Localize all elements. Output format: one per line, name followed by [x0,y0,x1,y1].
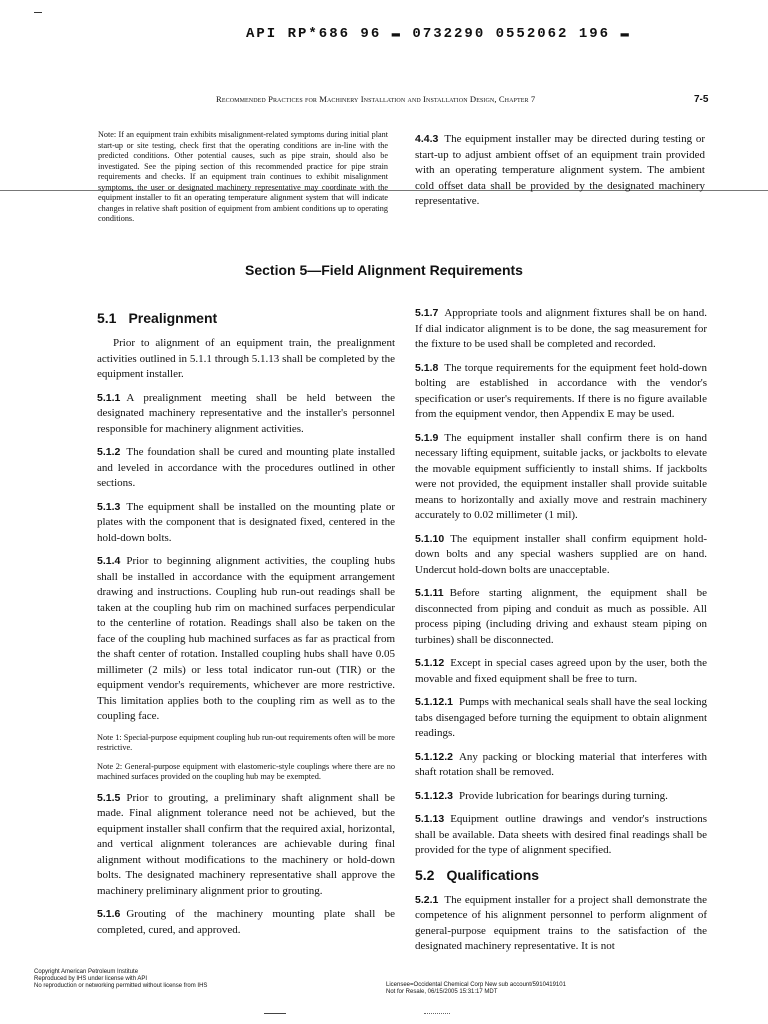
paragraph-5-2-1 [415,893,707,955]
paragraph-text: The equipment shall be installed on the mounting plate or plates with the component that is designated fixed, centered in the hold-down bolts. [97,500,395,544]
paragraph-text: The equipment installer may be directed during testing or start-up to adjust ambient offset of an equipment train provided with an operating temperature alignment system. The ambient cold offset data shall be provided by the designated machinery representative. [415,133,705,207]
paragraph-text: The equipment installer for a project shall demonstrate the competence of his alignment personnel to perform alignment of general-purpose equipment trains to the satisfaction of the designated machinery representative. It is not [415,893,707,952]
paragraph-number: 5.1.7 [415,307,439,319]
paragraph-5-1-12 [415,656,707,687]
footer-copyright [34,969,207,990]
heading-title: Qualifications [446,866,540,883]
paragraph-text: Equipment outline drawings and vendor's instructions shall be available. Data sheets with desired final readings shall be provided for the type of alignment specified. [415,813,707,856]
paragraph-number: 4.4.3 [415,133,439,145]
footer-line: Licensee=Occidental Chemical Corp New sub account/5910419101 [386,982,566,988]
paragraph-number: 5.1.12.1 [415,696,453,708]
paragraph-text: Except in special cases agreed upon by the user, both the movable and fixed equipment shall be free to turn. [415,657,707,685]
footer-license [386,982,566,996]
paragraph-text: The equipment installer shall confirm equipment hold-down bolts and any special washers supplied are on hand. Undercut hold-down bolts are unacceptable. [415,532,707,576]
paragraph-number: 5.2.1 [415,893,439,906]
footer-dot-mark [424,1013,450,1015]
heading-number: 5.2 [415,866,435,883]
paragraph-5-1-7 [415,306,707,353]
paragraph-5-1-13 [415,812,707,859]
footer-line: Copyright American Petroleum Institute [34,969,139,975]
footer-dash-mark [264,1013,286,1014]
paragraph-number: 5.1.8 [415,361,439,374]
paragraph-number: 5.1.13 [415,813,445,825]
prealignment-intro: Prior to alignment of an equipment train, the prealignment activities outlined in 5.1.1 through 5.1.13 shall be completed by the equipment installer. [97,337,395,380]
paragraph-number: 5.1.12.3 [415,789,453,802]
paragraph-5-1-10 [415,532,707,579]
paragraph-5-1-12-1 [415,695,707,742]
paragraph-text: Prior to grouting, a preliminary shaft alignment shall be made. Final alignment tolerance need not be achieved, but the equipment installer shall confirm that the required axial, horizontal, and vertical alignment tolerances are achievable during final alignment without modifications to the machinery or hold-down bolts. The designated machinery representative shall approve the machinery preliminary alignment prior to grouting. [97,791,395,897]
paragraph-text: Prior to beginning alignment activities, the coupling hubs shall be installed in accordance with the equipment arrangement drawing and instructions. Coupling hub run-out readings shall be taken at the coupling hub rim on machined surfaces perpendicular to the centerline of rotation. Readings shall also be taken on the face of the coupling hub machined surfaces as far as practical from the shaft center of rotation. Installed coupling hubs shall have 0.05 millimeter (2 mils) or less total indicator run-out (TIR) or the equipment vendor's requirements, whichever are more restrictive. This limitation applies both to the coupling rim as well as to the coupling face. [97,555,395,722]
paragraph-text: The equipment installer shall confirm there is on hand necessary lifting equipment, suitable jacks, or jackbolts to elevate the movable equipment sufficiently to install shims. If jackbolts were not provided, the equipment installer shall provide suitable means to horizontally and axially move and restrain machinery accurately to 0.02 millimeter (1 mil). [415,431,707,521]
paragraph-number: 5.1.12.2 [415,750,453,763]
paragraph-text: Pumps with mechanical seals shall have the seal locking tabs disengaged before turning the equipment to obtain alignment readings. [415,696,708,739]
paragraph-number: 5.1.2 [97,446,121,458]
paragraph-5-1-9 [415,431,707,524]
paragraph-text: The torque requirements for the equipment feet hold-down bolting are established in accordance with the vendor's specification or user's requirements. If there is no figure available from the equipment vendor, then Appendix E may be used. [415,361,707,420]
paragraph-5-1-12-2 [415,750,707,781]
right-column [415,306,707,963]
paragraph-4-4-3 [415,132,705,210]
paragraph-number: 5.1.1 [97,391,121,404]
paragraph-text: The foundation shall be cured and mounting plate installed and leveled in accordance with the procedures outlined in other sections. [97,446,395,489]
footer-line: Reproduced by IHS under license with API [34,976,148,982]
footer-line: No reproduction or networking permitted without license from IHS [34,983,208,989]
paragraph-5-1-4 [97,554,395,725]
paragraph-text: Any packing or blocking material that interferes with shaft rotation shall be removed. [415,750,707,778]
paragraph-5-1-12-3 [415,789,707,805]
running-head: Recommended Practices for Machinery Installation and Installation Design, Chapter 7 [216,94,536,104]
paragraph-text: A prealignment meeting shall be held between the designated machinery representative and the installer's personnel responsible for machinery alignment activities. [97,391,395,435]
paragraph-number: 5.1.3 [97,500,121,513]
paragraph-number: 5.1.11 [415,587,444,599]
heading-5-2 [415,867,707,883]
paragraph-5-1-8 [415,361,707,423]
paragraph-text: Before starting alignment, the equipment shall be disconnected from piping and conduit as much as possible. All process piping (including driving and exhaust steam piping on turbines) shall be disconnected. [415,587,707,646]
page-number: 7-5 [694,94,709,105]
paragraph-5-1-1 [97,391,395,438]
footer-line: Not for Resale, 06/15/2005 15:31:17 MDT [386,989,498,995]
paragraph-number: 5.1.6 [97,908,121,920]
scan-corner-mark [34,12,42,13]
heading-title: Prealignment [128,310,218,326]
paragraph-number: 5.1.12 [415,657,445,669]
paragraph-number: 5.1.5 [97,791,121,804]
paragraph-text: Appropriate tools and alignment fixtures shall be on hand. If dial indicator alignment is to be done, the sag measurement for the fixture to be used shall be completed and recorded. [415,307,707,350]
section-title: Section 5—Field Alignment Requirements [245,262,523,278]
paragraph-5-1-6 [97,907,395,938]
heading-number: 5.1 [97,310,117,326]
paragraph-text: Grouting of the machinery mounting plate shall be completed, cured, and approved. [97,908,395,936]
top-note: Note: If an equipment train exhibits misalignment-related symptoms during initial plant start-up or site testing, check first that the operating conditions are in-line with the predicted conditions. Other potential causes, such as pipe strain, should also be investigated. See the piping section of this recommended practice for pipe strain requirements and checks. If an equipment train continues to exhibit misalignment symptoms, the user or designated machinery representative may coordinate with the equipment installer to fit an operating temperature alignment system that will indicate changes in relative shaft position of equipment from ambient conditions up to operating conditions. [98,130,388,223]
heading-5-1 [97,310,395,326]
paragraph-5-1-2 [97,445,395,492]
document-id-code: API RP*686 96 ▬ 0732290 0552062 196 ▬ [246,26,631,42]
paragraph-number: 5.1.9 [415,431,439,444]
paragraph-number: 5.1.10 [415,532,445,545]
note-1: Note 1: Special-purpose equipment coupling hub run-out requirements often will be more restrictive. [97,732,395,752]
left-column [97,306,395,946]
paragraph-5-1-5 [97,791,395,900]
note-2: Note 2: General-purpose equipment with elastomeric-style couplings where there are no machined surfaces provided on the coupling hub may be exempted. [97,761,395,781]
paragraph-5-1-3 [97,500,395,547]
paragraph-text: Provide lubrication for bearings during turning. [458,789,668,802]
paragraph-5-1-11 [415,586,707,648]
paragraph-number: 5.1.4 [97,555,121,567]
